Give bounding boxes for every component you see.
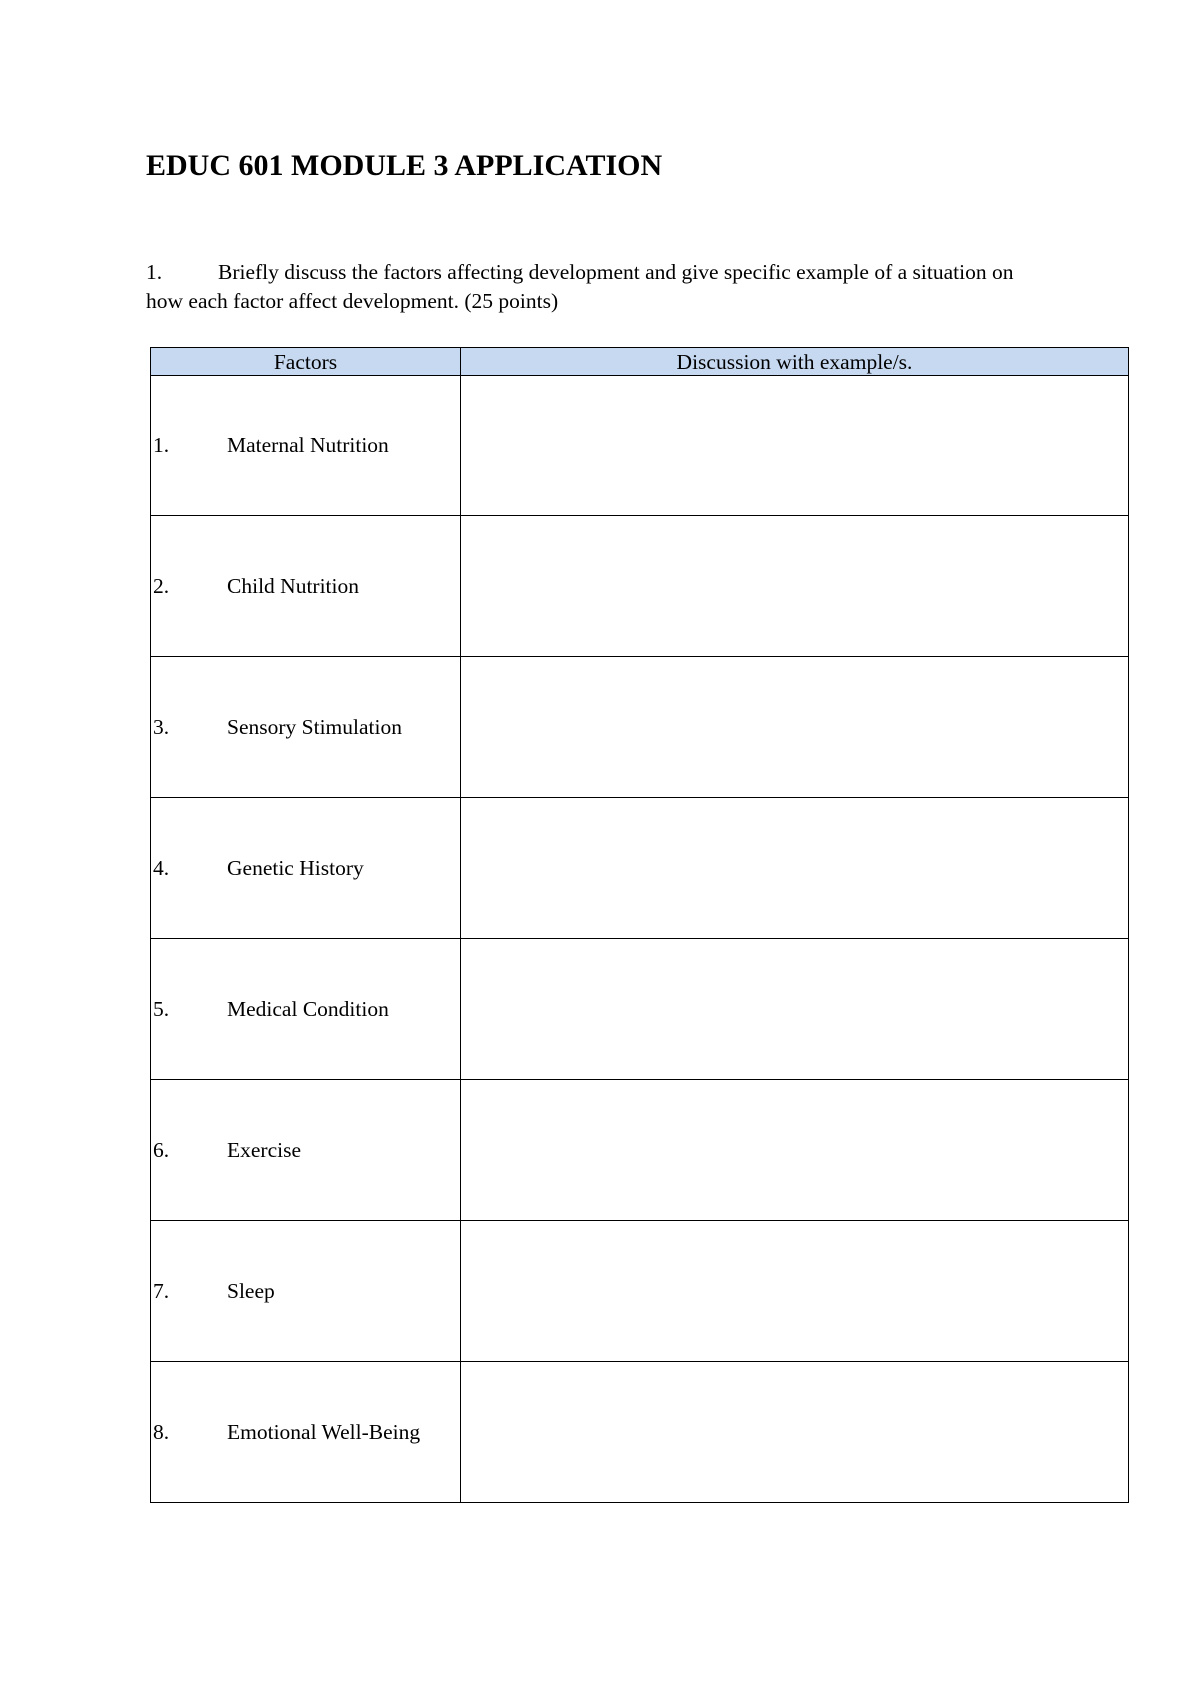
factor-cell xyxy=(151,376,461,516)
table-row xyxy=(151,1362,1129,1503)
factor-cell xyxy=(151,939,461,1080)
factor-number: 4. xyxy=(153,855,170,880)
discussion-cell[interactable] xyxy=(461,1080,1129,1221)
discussion-cell[interactable] xyxy=(461,516,1129,657)
table-row xyxy=(151,516,1129,657)
discussion-cell[interactable] xyxy=(461,939,1129,1080)
factor-cell xyxy=(151,798,461,939)
factor-label: Emotional Well-Being xyxy=(227,1419,421,1444)
table-row xyxy=(151,376,1129,516)
factor-cell xyxy=(151,1080,461,1221)
factor-cell xyxy=(151,1221,461,1362)
question-number: 1. xyxy=(146,260,163,284)
factor-number: 3. xyxy=(153,714,170,739)
factor-number: 7. xyxy=(153,1278,170,1303)
factor-cell xyxy=(151,1362,461,1503)
discussion-cell[interactable] xyxy=(461,1221,1129,1362)
factor-number: 5. xyxy=(153,996,170,1021)
factor-label: Child Nutrition xyxy=(227,573,359,598)
question-text-line-1: Briefly discuss the factors affecting development and give specific example of a situation on xyxy=(218,260,1014,284)
question-line-1 xyxy=(146,258,1124,287)
table-row xyxy=(151,1221,1129,1362)
question-1 xyxy=(146,258,1124,316)
header-discussion: Discussion with example/s. xyxy=(461,348,1129,376)
factor-label: Sensory Stimulation xyxy=(227,714,402,739)
factor-cell xyxy=(151,516,461,657)
factor-cell xyxy=(151,657,461,798)
discussion-cell[interactable] xyxy=(461,1362,1129,1503)
discussion-cell[interactable] xyxy=(461,798,1129,939)
factor-label: Sleep xyxy=(227,1278,275,1303)
factor-number: 8. xyxy=(153,1419,170,1444)
table-row xyxy=(151,1080,1129,1221)
header-factors: Factors xyxy=(151,348,461,376)
table-row xyxy=(151,798,1129,939)
factor-number: 6. xyxy=(153,1137,170,1162)
factor-number: 2. xyxy=(153,573,170,598)
factor-label: Genetic History xyxy=(227,855,364,880)
factors-table xyxy=(150,347,1129,1503)
table-row xyxy=(151,657,1129,798)
factor-label: Exercise xyxy=(227,1137,302,1162)
discussion-cell[interactable] xyxy=(461,657,1129,798)
document-title: EDUC 601 MODULE 3 APPLICATION xyxy=(146,149,663,182)
factor-number: 1. xyxy=(153,433,170,457)
discussion-cell[interactable] xyxy=(461,376,1129,516)
factor-label: Medical Condition xyxy=(227,996,389,1021)
question-text-line-2: how each factor affect development. (25 points) xyxy=(146,289,559,313)
factor-label: Maternal Nutrition xyxy=(227,433,389,457)
table-header-row xyxy=(151,348,1129,376)
table-row xyxy=(151,939,1129,1080)
